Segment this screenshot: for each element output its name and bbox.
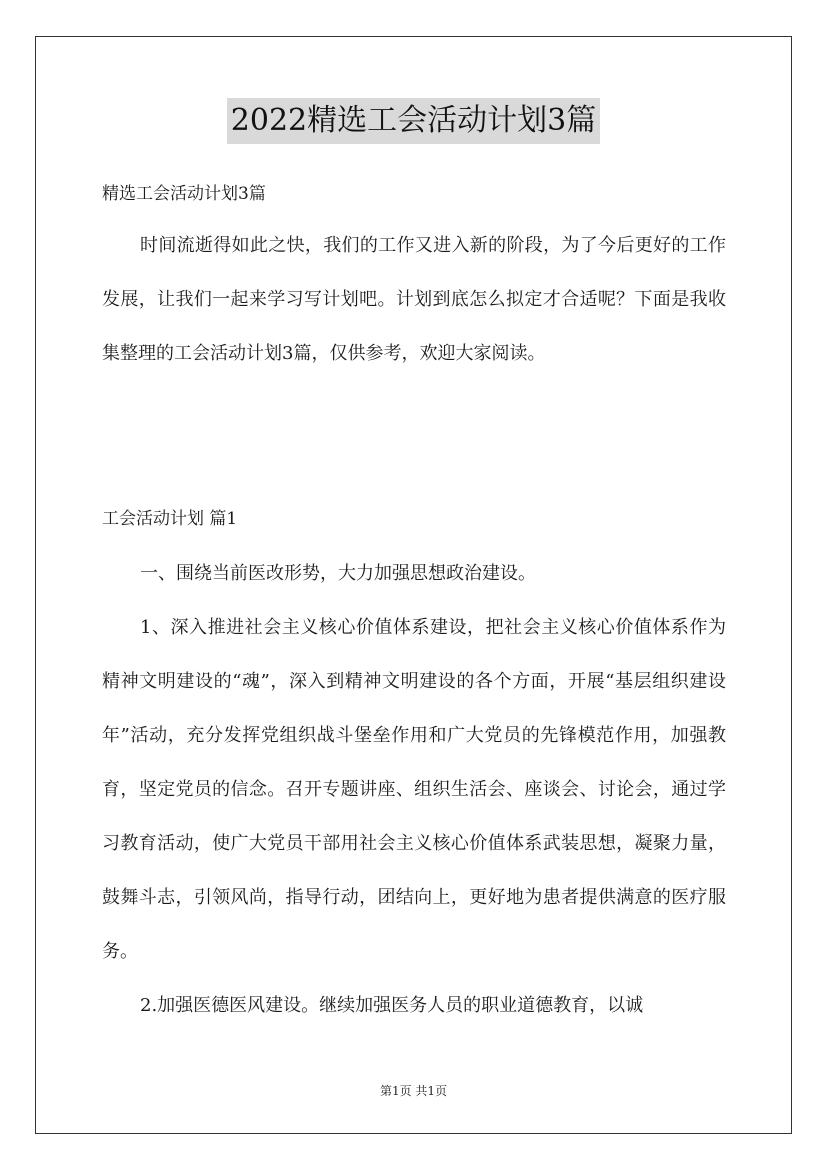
section-heading: 工会活动计划 篇1 — [102, 509, 238, 529]
document-subtitle: 精选工会活动计划3篇 — [102, 184, 266, 204]
page-footer: 第1页 共1页 — [379, 1084, 448, 1098]
document-title: 2022精选工会活动计划3篇 — [227, 98, 600, 144]
item-1-paragraph: 1、深入推进社会主义核心价值体系建设，把社会主义核心价值体系作为精神文明建设的“魂”，深入到精神文明建设的各个方面，开展“基层组织建设年”活动，充分发挥党组织战斗堡垒作用和广大党员的先锋模范作用，加强教育，坚定党员的信念。召开专题讲座、组织生活会、座谈会、讨论会，通过学习教育活动，使广大党员干部用社会主义核心价值体系武装思想，凝聚力量，鼓舞斗志，引领风尚，指导行动，团结向上，更好地为患者提供满意的医疗服务。 — [102, 617, 726, 962]
section-point: 一、围绕当前医改形势，大力加强思想政治建设。 — [140, 563, 536, 584]
title-container — [0, 98, 827, 144]
item-2-paragraph: 2.加强医德医风建设。继续加强医务人员的职业道德教育，以诚 — [140, 995, 644, 1016]
intro-paragraph: 时间流逝得如此之快，我们的工作又进入新的阶段，为了今后更好的工作发展，让我们一起来学习写计划吧。计划到底怎么拟定才合适呢？下面是我收集整理的工会活动计划3篇，仅供参考，欢迎大家阅读。 — [102, 235, 726, 364]
